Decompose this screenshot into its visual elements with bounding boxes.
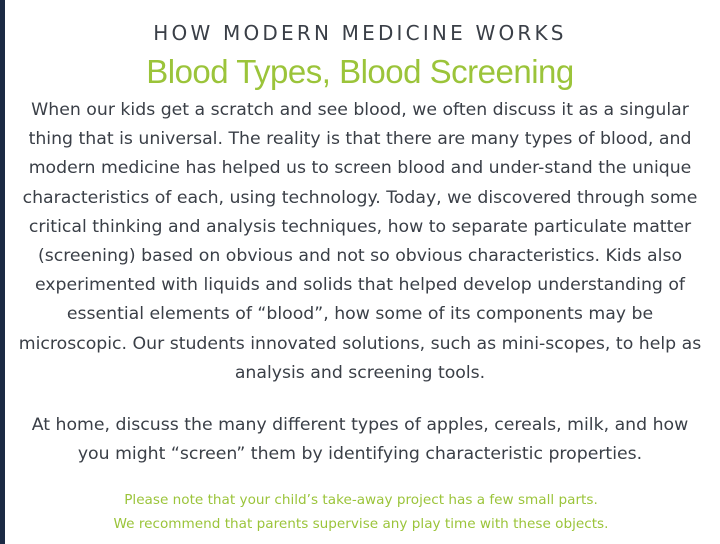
notice-line-2: We recommend that parents supervise any play time with these objects. (113, 516, 609, 532)
body-paragraph-1: When our kids get a scratch and see blood, we often discuss it as a singular thing that is universal. The reality is that there are many types of blood, and modern medicine has helped us to screen blood and under-stand the unique characteristics of each, using technology. Today, we discovered through some critical thinking and analysis techniques, how to separate particulate matter (screening) based on obvious and not so obvious characteristics. Kids also experimented with liquids and solids that helped develop understanding of essential elements of “blood”, how some of its components may be microscopic. Our students innovated solutions, such as mini-scopes, to help as analysis and screening tools. (18, 100, 702, 383)
page-title: Blood Types, Blood Screening (146, 53, 574, 90)
section-kicker: HOW MODERN MEDICINE WORKS (153, 21, 567, 45)
body-paragraph-2: At home, discuss the many different types of apples, cereals, milk, and how you might “screen” them by identifying characteristic properties. (31, 415, 689, 465)
notice-line-1: Please note that your child’s take-away project has a few small parts. (124, 492, 598, 508)
